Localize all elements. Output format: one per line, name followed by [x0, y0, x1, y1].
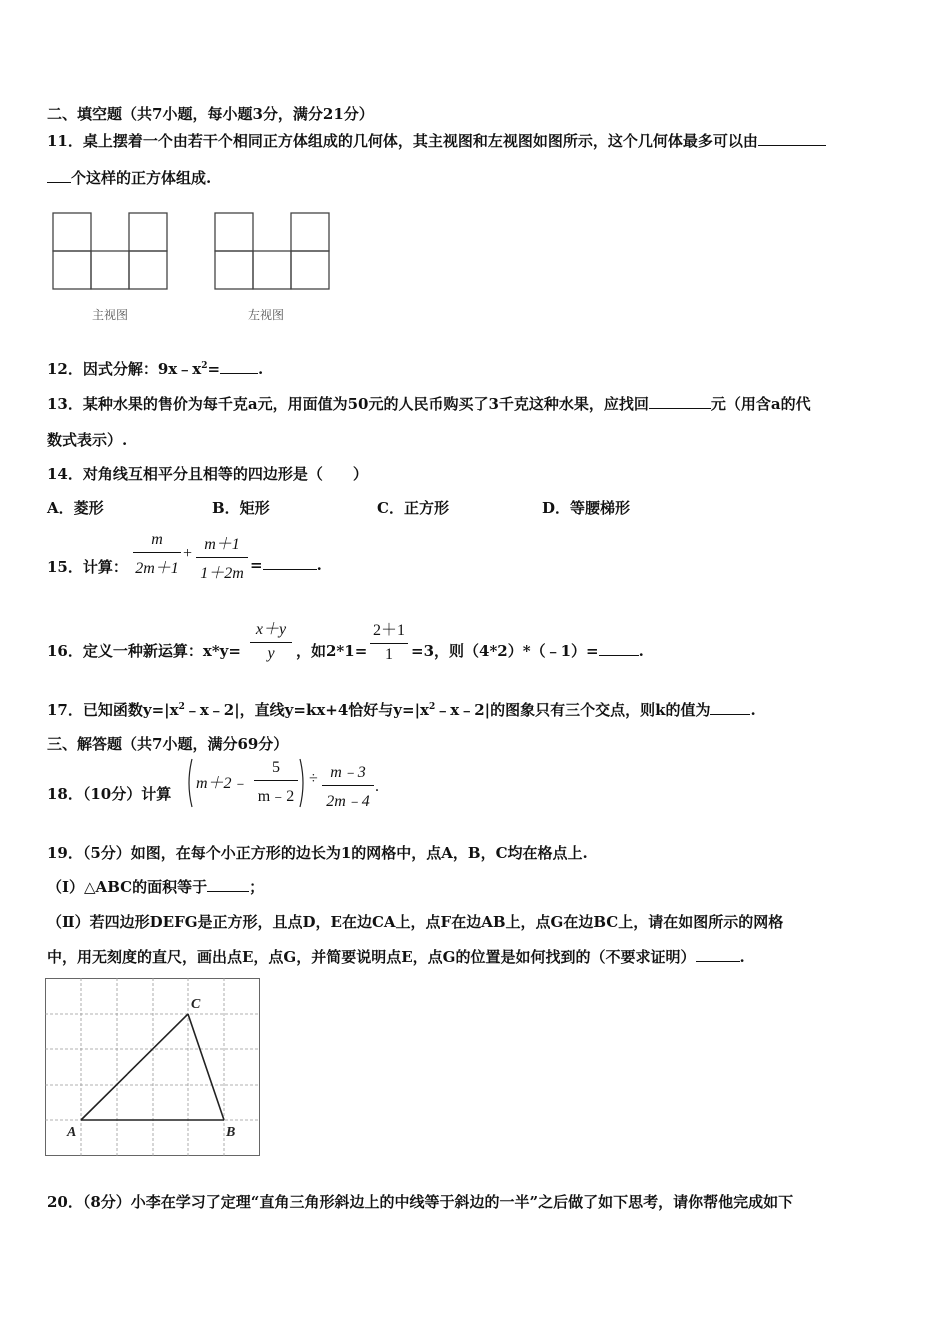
- front-view-cell: [129, 251, 167, 289]
- q12-eq: =: [207, 360, 221, 378]
- left-view-cell: [291, 213, 329, 251]
- left-view-cell: [215, 213, 253, 251]
- q16-frac1-num: x＋y: [255, 621, 287, 638]
- q17-end: .: [750, 701, 756, 719]
- q16-end: .: [638, 642, 644, 660]
- q12-end: .: [258, 360, 264, 378]
- q11-text: 11．桌上摆着一个由若干个相同正方体组成的几何体，其主视图和左视图如图所示，这个几何体最多可以由: [47, 132, 758, 150]
- q18-frac1-num: 5: [272, 759, 280, 776]
- q17-exp2: 2: [428, 702, 436, 712]
- q15-fraction-2: [196, 531, 248, 583]
- q13-text-end: 元（用含a的代: [710, 395, 811, 413]
- q16-prefix: 16．定义一种新运算：x*y=: [47, 642, 241, 660]
- q18-inner-expr: m＋2﹣: [196, 775, 248, 792]
- q18-frac2-num: m﹣3: [330, 764, 366, 781]
- q17-exp1: 2: [178, 702, 185, 712]
- q12-blank: [220, 360, 258, 374]
- q18-frac2-den: 2m﹣4: [326, 793, 370, 810]
- q18-end: .: [375, 778, 379, 795]
- q15-fraction-1: [133, 531, 181, 578]
- left-view-cell: [291, 251, 329, 289]
- q13-line1: [47, 393, 811, 414]
- q16-blank: [599, 642, 639, 656]
- front-view: [53, 213, 167, 289]
- q19-part1-end: ；: [249, 878, 265, 896]
- q12-prefix: 12．因式分解：9x﹣x: [47, 360, 202, 378]
- q17-blank: [710, 701, 750, 715]
- q16-tail: [411, 640, 644, 661]
- q19-part1-text: （Ⅰ）△ABC的面积等于: [47, 878, 208, 896]
- q15-prefix: 15．计算：: [47, 558, 128, 576]
- q16-fraction-1: [250, 616, 292, 663]
- q15-tail: [250, 556, 322, 574]
- q19-part1: [47, 876, 264, 897]
- q16-frac2-num: 2＋1: [372, 622, 405, 639]
- q14-option-d: D．等腰梯形: [542, 499, 631, 517]
- left-view: [215, 213, 329, 289]
- q18-divide: ÷: [309, 770, 318, 787]
- fill-section-header: 二、填空题（共7小题，每小题3分，满分21分）: [47, 105, 374, 123]
- q14-option-b: B．矩形: [212, 499, 270, 517]
- q15-plus: +: [183, 545, 193, 562]
- q16-fraction-2: [370, 617, 408, 664]
- q19-part2-line1: （Ⅱ）若四边形DEFG是正方形，且点D，E在边CA上，点F在边AB上，点G在边BC上，请在如图所示的网格: [47, 913, 784, 931]
- q15-end: .: [316, 556, 322, 574]
- right-paren: [300, 759, 303, 807]
- q16-suffix: =3，则（4*2）*（﹣1）=: [411, 642, 599, 660]
- q15-blank: [263, 556, 317, 570]
- q16-frac1-den: y: [267, 645, 275, 662]
- left-view-label: 左视图: [248, 308, 285, 322]
- left-paren: [189, 759, 192, 807]
- left-view-cell: [215, 251, 253, 289]
- q16-frac2-den: 1: [385, 646, 393, 663]
- triangle-abc: [81, 1014, 224, 1120]
- q17-part2: ﹣x﹣2|，直线y=kx+4恰好与y=|x: [184, 701, 429, 719]
- front-view-label: 主视图: [92, 308, 129, 322]
- q19-part2-blank: [696, 948, 740, 962]
- q13-blank: [649, 395, 711, 409]
- q19-part2-text: 中，用无刻度的直尺，画出点E，点G，并简要说明点E，点G的位置是如何找到的（不要求证明）: [47, 948, 696, 966]
- q19-part1-blank: [207, 878, 249, 892]
- q11-line2: [47, 167, 211, 188]
- q11-blank-cont: [47, 169, 71, 183]
- label-c: C: [191, 997, 201, 1012]
- q11-views-figure: [50, 210, 350, 294]
- q18-prefix: 18．（10分）计算: [47, 785, 172, 803]
- q11-line1: [47, 130, 826, 151]
- q12-line: [47, 358, 263, 379]
- q20-line1: 20．（8分）小李在学习了定理“直角三角形斜边上的中线等于斜边的一半”之后做了如下思考，请你帮他完成如下: [47, 1193, 794, 1211]
- front-view-cell: [91, 251, 129, 289]
- q19-part2-line2: [47, 946, 745, 967]
- side-ac: [81, 1014, 188, 1120]
- q18-frac1-den: m﹣2: [257, 788, 295, 805]
- q18-fraction-1: [254, 759, 298, 806]
- q12-exponent: 2: [201, 361, 208, 371]
- q15-eq: =: [250, 556, 263, 574]
- q14-option-c: C．正方形: [377, 499, 449, 517]
- front-view-cell: [53, 213, 91, 251]
- left-view-cell: [253, 251, 291, 289]
- q15-frac2-den: 1＋2m: [200, 565, 244, 582]
- q13-line2: 数式表示）.: [47, 431, 128, 449]
- q18-fraction-2: [322, 759, 374, 811]
- q15-frac2-num: m＋1: [204, 536, 240, 553]
- q17-part1: 17．已知函数y=|x: [47, 701, 179, 719]
- q11-text2: 个这样的正方体组成.: [71, 169, 212, 187]
- side-cb: [188, 1014, 224, 1120]
- q15-frac1-num: m: [151, 531, 163, 548]
- q11-blank: [758, 132, 826, 146]
- solve-section-header: 三、解答题（共7小题，满分69分）: [47, 735, 289, 753]
- q13-text: 13．某种水果的售价为每千克a元，用面值为50元的人民币购买了3千克这种水果，应找回: [47, 395, 649, 413]
- q14-stem: 14．对角线互相平分且相等的四边形是（ ）: [47, 465, 368, 483]
- label-a: A: [67, 1125, 77, 1140]
- q19-part2-end: .: [739, 948, 745, 966]
- q14-option-a: A．菱形: [47, 499, 104, 517]
- q19-grid-figure: [45, 978, 261, 1158]
- q16-mid: ，如2*1=: [296, 642, 368, 660]
- q17-part3: ﹣x﹣2|的图象只有三个交点，则k的值为: [435, 701, 711, 719]
- label-b: B: [226, 1125, 236, 1140]
- q17-line: [47, 699, 756, 720]
- q19-stem: 19．（5分）如图，在每个小正方形的边长为1的网格中，点A，B，C均在格点上.: [47, 844, 588, 862]
- front-view-cell: [53, 251, 91, 289]
- front-view-cell: [129, 213, 167, 251]
- q15-frac1-den: 2m＋1: [135, 560, 179, 577]
